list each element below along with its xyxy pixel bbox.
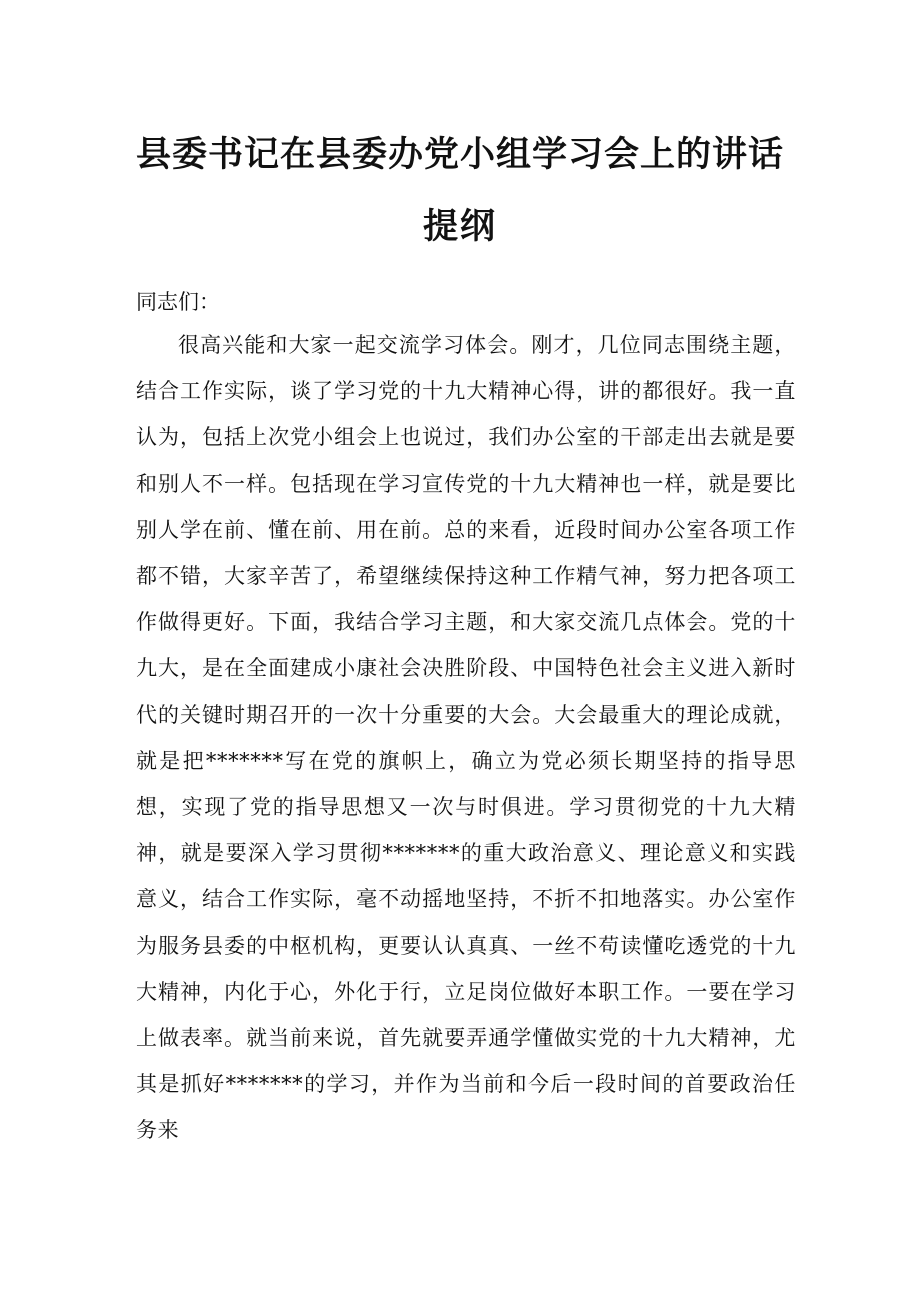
document-title-line-2: 提纲 xyxy=(422,207,497,247)
body-paragraph: 很高兴能和大家一起交流学习体会。刚才，几位同志围绕主题，结合工作实际，谈了学习党的十九大精神心得，讲的都很好。我一直认为，包括上次党小组会上也说过，我们办公室的干部走出去就是要和别人不一样。包括现在学习宣传党的十九大精神也一样，就是要比别人学在前、懂在前、用在前。总的来看，近段时间办公室各项工作都不错，大家辛苦了，希望继续保持这种工作精气神，努力把各项工作做得更好。下面，我结合学习主题，和大家交流几点体会。党的十九大，是在全面建成小康社会决胜阶段、中国特色社会主义进入新时代的关键时期召开的一次十分重要的大会。大会最重大的理论成就，就是把*******写在党的旗帜上，确立为党必须长期坚持的指导思想，实现了党的指导思想又一次与时俱进。学习贯彻党的十九大精神，就是要深入学习贯彻*******的重大政治意义、理论意义和实践意义，结合工作实际，毫不动摇地坚持，不折不扣地落实。办公室作为服务县委的中枢机构，更要认认真真、一丝不苟读懂吃透党的十九大精神，内化于心，外化于行，立足岗位做好本职工作。一要在学习上做表率。就当前来说，首先就要弄通学懂做实党的十九大精神，尤其是抓好*******的学习，并作为当前和今后一段时间的首要政治任务来 xyxy=(136,333,796,1143)
document-title-line-1: 县委书记在县委办党小组学习会上的讲话 xyxy=(135,135,784,175)
salutation: 同志们： xyxy=(136,290,220,314)
